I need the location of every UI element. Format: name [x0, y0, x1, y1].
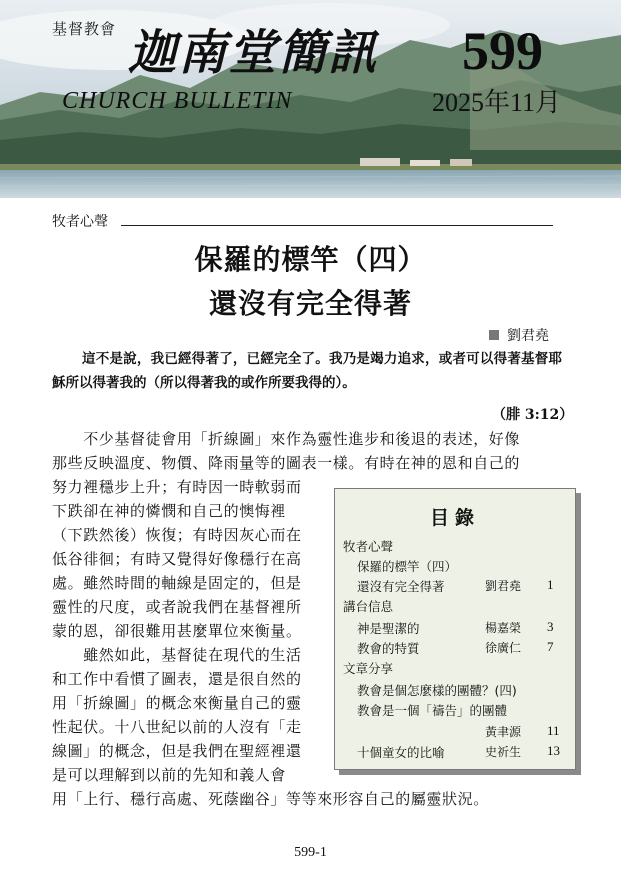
body-line: 不少基督徒會用「折線圖」來作為靈性進步和後退的表述，好像	[52, 430, 521, 448]
toc-text: 教會是個怎麼樣的團體？(四)	[357, 683, 517, 698]
body-line: 處。雖然時間的軸線是固定的，但是	[52, 574, 302, 592]
article-title: 保羅的標竿（四）	[194, 243, 427, 276]
header-banner	[0, 0, 621, 198]
church-title: 迦南堂簡訊	[128, 25, 379, 81]
body-line: 低谷徘徊；有時又覺得好像穩行在高	[52, 550, 302, 568]
body-line: 用「折線圖」的概念來衡量自己的靈	[52, 694, 302, 712]
body-line: 用「上行、穩行高處、死蔭幽谷」等等來形容自己的屬靈狀況。	[52, 790, 489, 808]
toc-text: 十個童女的比喻	[357, 745, 445, 760]
issue-number: 599	[462, 21, 543, 81]
toc-text: 文章分享	[343, 661, 394, 676]
toc-page: 1	[547, 577, 554, 592]
toc-text: 保羅的標竿（四）	[357, 559, 458, 574]
church-name-small: 基督教會	[52, 20, 117, 38]
toc-page: 7	[547, 639, 554, 654]
author-name: 劉君堯	[507, 328, 549, 344]
square-bullet-icon	[489, 330, 499, 340]
body-line: 那些反映溫度、物價、降雨量等的圖表一樣。有時在神的恩和自己的	[52, 454, 521, 472]
toc-title: 目錄	[429, 507, 480, 529]
toc-author: 史祈生	[485, 745, 522, 759]
body-line: 性起伏。十八世紀以前的人沒有「走	[52, 718, 302, 736]
article-subtitle: 還沒有完全得著	[208, 287, 412, 320]
toc-author: 楊嘉榮	[485, 621, 522, 635]
toc-page: 11	[547, 723, 560, 738]
toc-text: 教會是一個「禱告」的團體	[357, 703, 508, 718]
toc-text: 講台信息	[343, 599, 394, 614]
body-line: 雖然如此，基督徒在現代的生活	[52, 646, 302, 664]
toc-text: 還沒有完全得著	[357, 579, 445, 594]
toc-text: 牧者心聲	[343, 539, 394, 554]
issue-date: 2025年11月	[432, 88, 562, 117]
toc-text: 教會的特質	[357, 641, 420, 656]
section-label: 牧者心聲	[52, 214, 108, 230]
section-rule	[121, 225, 553, 226]
body-line: 下跌卻在神的憐憫和自己的懊悔裡	[52, 502, 287, 520]
scripture-reference: （腓 3:12）	[492, 407, 574, 423]
body-line: 和工作中看慣了圖表，還是很自然的	[52, 670, 302, 688]
toc-page: 3	[547, 619, 554, 634]
toc-text: 神是聖潔的	[357, 621, 420, 636]
table-of-contents	[334, 488, 576, 770]
body-line: （下跌然後）恢復；有時因灰心而在	[52, 526, 302, 544]
body-line: 靈性的尺度，或者說我們在基督裡所	[52, 598, 302, 616]
toc-author: 劉君堯	[485, 579, 522, 593]
article-author	[489, 325, 549, 345]
body-line: 努力裡穩步上升；有時因一時軟弱而	[52, 478, 302, 496]
body-line: 是可以理解到以前的先知和義人會	[52, 766, 287, 784]
body-line: 蒙的恩，卻很難用甚麼單位來衡量。	[52, 622, 302, 640]
toc-author: 黃聿源	[485, 725, 522, 739]
body-line: 線圖」的概念，但是我們在聖經裡還	[52, 742, 302, 760]
toc-page: 13	[547, 743, 560, 758]
bulletin-english-title: CHURCH BULLETIN	[62, 88, 293, 114]
toc-author: 徐廣仁	[485, 641, 522, 655]
page-number: 599-1	[294, 845, 327, 860]
scripture-quote: 這不是說，我已經得著了，已經完全了。我乃是竭力追求，或者可以得著基督耶穌所以得著我的（所以得著我的或作所要我得的）。	[52, 351, 562, 391]
